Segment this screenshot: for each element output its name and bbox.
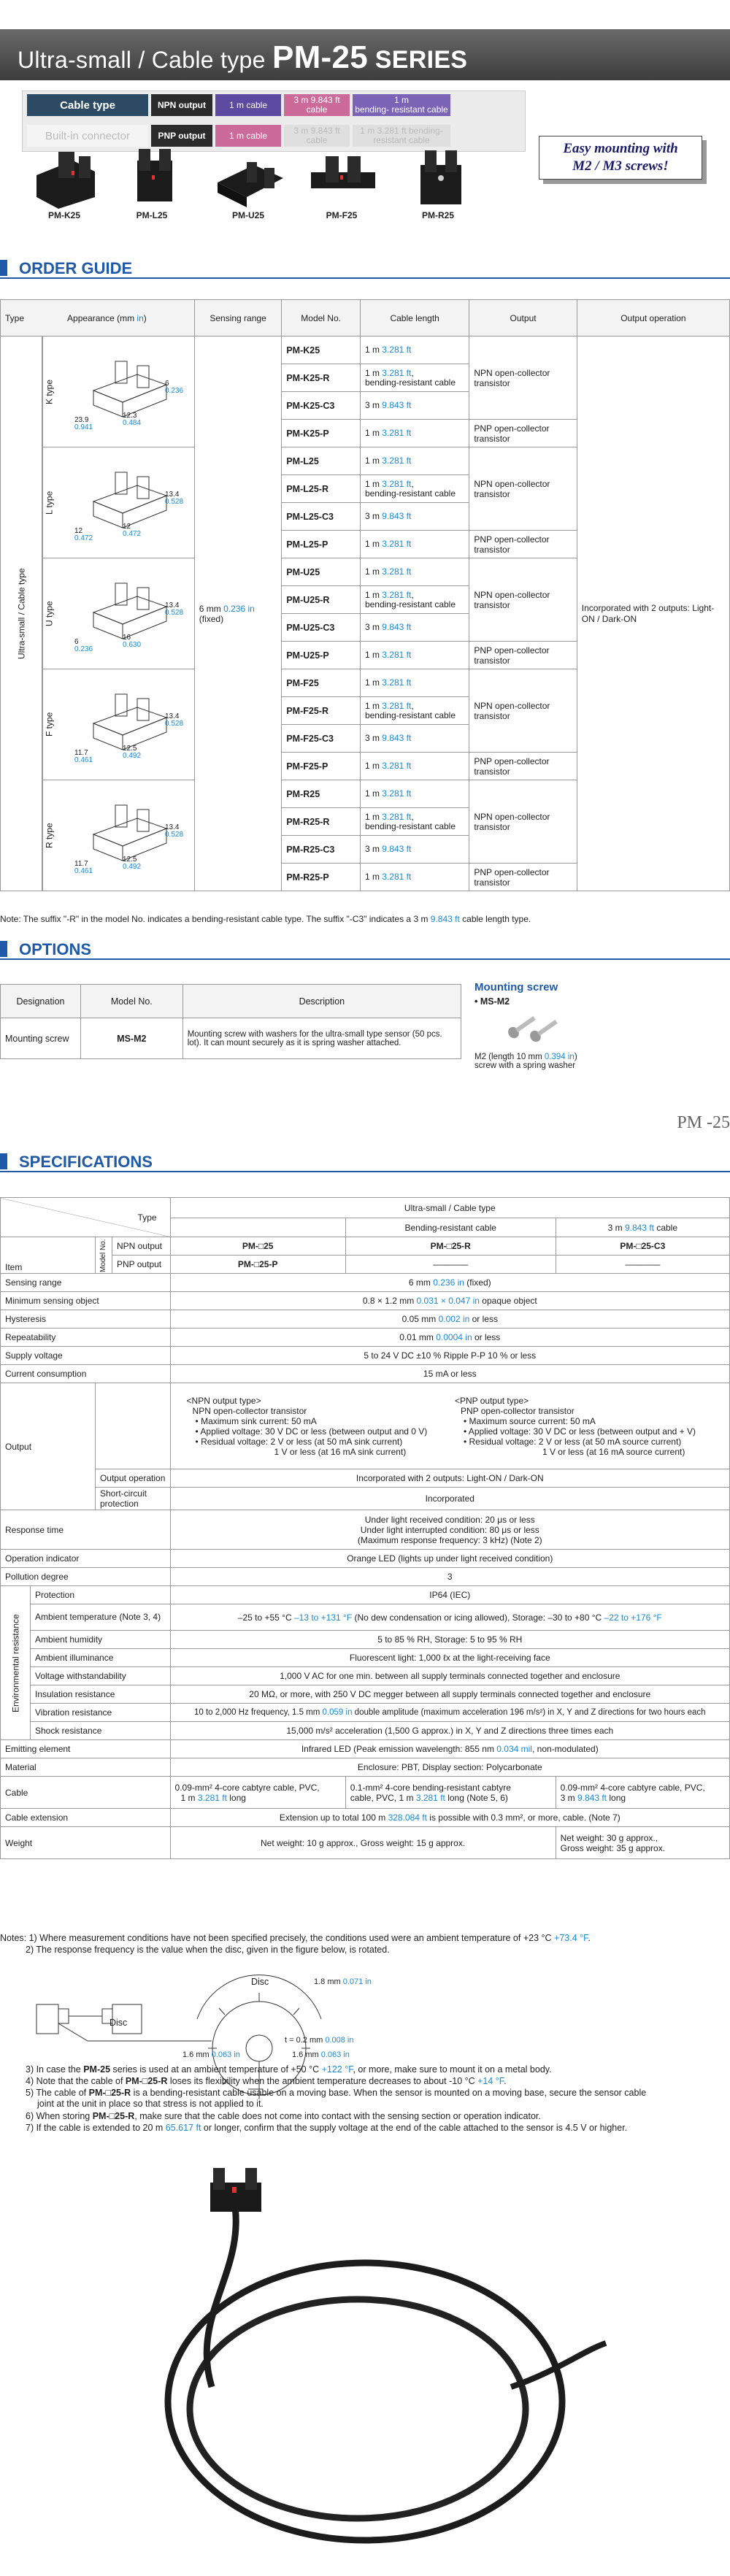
spec-label: Ambient temperature (Note 3, 4) bbox=[31, 1604, 171, 1631]
model-no: PM-U25-P bbox=[282, 642, 361, 669]
model-no: PM-U25-R bbox=[282, 586, 361, 614]
cable-length: 1 m 3.281 ft, bending-resistant cable bbox=[360, 586, 469, 614]
options-table bbox=[0, 984, 461, 1059]
spec-value: 5 to 24 V DC ±10 % Ripple P-P 10 % or less bbox=[170, 1347, 729, 1365]
spec-value: IP64 (IEC) bbox=[170, 1586, 729, 1604]
sensor-r-image bbox=[403, 146, 476, 209]
opt-col-description: Description bbox=[182, 985, 461, 1018]
spec-value: Extension up to total 100 m 328.084 ft is possible with 0.3 mm², or more, cable. (Note 7) bbox=[170, 1809, 729, 1827]
spec-label: Output operation bbox=[95, 1469, 170, 1488]
cable-length: 3 m 9.843 ft bbox=[360, 503, 469, 531]
spec-label: Repeatability bbox=[1, 1329, 171, 1347]
mounting-screw-panel bbox=[474, 981, 664, 1070]
cable-length: 1 m 3.281 ft bbox=[360, 558, 469, 586]
spec-label: Current consumption bbox=[1, 1365, 171, 1383]
col-output-operation: Output operation bbox=[577, 300, 729, 337]
output-npn: NPN open-collector transistor bbox=[469, 780, 577, 864]
spec-label: Output bbox=[1, 1383, 96, 1510]
spec-label: Emitting element bbox=[1, 1740, 171, 1758]
spec-value: Orange LED (lights up under light received condition) bbox=[170, 1550, 729, 1568]
output-npn: NPN open-collector transistor bbox=[469, 558, 577, 642]
mounting-screw-model: • MS-M2 bbox=[474, 996, 510, 1007]
cable-length: 1 m 3.281 ft, bending-resistant cable bbox=[360, 364, 469, 392]
dim-label: 13.4 0.528 bbox=[165, 712, 184, 728]
sensor-label: PM-L25 bbox=[136, 210, 168, 220]
appearance-cell: F type 11.7 0.461 13.4 0.528 12.5 0.492 bbox=[42, 669, 195, 780]
opt-col-model: Model No. bbox=[80, 985, 182, 1018]
opt-model: MS-M2 bbox=[80, 1018, 182, 1059]
pnp-output-label: PNP output bbox=[151, 125, 212, 147]
sensor-label: PM-F25 bbox=[326, 210, 358, 220]
appearance-cell: U type 6 0.236 13.4 0.528 16 0.630 bbox=[42, 558, 195, 669]
sensor-f-image bbox=[307, 146, 380, 209]
model-no: PM-R25-C3 bbox=[282, 836, 361, 864]
dim-label: 11.7 0.461 bbox=[74, 749, 93, 764]
output-operation: Incorporated with 2 outputs: Light-ON / Dark-ON bbox=[577, 337, 729, 891]
npn-output-label: NPN output bbox=[151, 94, 212, 116]
spec-value: 0.09-mm² 4-core cabtyre cable, PVC, 3 m 9.843 ft long bbox=[556, 1777, 729, 1809]
col-model: Model No. bbox=[282, 300, 361, 337]
spec-output-value: <NPN output type> NPN open-collector transistor • Maximum sink current: 50 mA • Applied voltage: 30 V DC or less (between output and 0 V) • Residual voltage: 2 V or less (at 50 mA sink current) 1 V or less (at 16 mA sink current) <PNP output type> PNP open-collector transistor • Maximum source current: 50 mA • Applied voltage: 30 V DC or less (between output and + V) • Residual voltage: 2 V or less (at 50 mA source current) 1 V or less (at 16 mA source current) bbox=[170, 1383, 729, 1469]
model-no: PM-F25 bbox=[282, 669, 361, 697]
col-sensing-range: Sensing range bbox=[194, 300, 282, 337]
output-pnp: PNP open-collector transistor bbox=[469, 753, 577, 780]
spec-value: 0.1-mm² 4-core bending-resistant cabtyre cable, PVC, 1 m 3.281 ft long (Note 5, 6) bbox=[345, 1777, 556, 1809]
type-group: Ultra-small / Cable type bbox=[1, 337, 42, 891]
cable-length: 3 m 9.843 ft bbox=[360, 836, 469, 864]
col-cable-length: Cable length bbox=[360, 300, 469, 337]
spec-label: Protection bbox=[31, 1586, 171, 1604]
sensor-with-cable-image bbox=[146, 2168, 613, 2562]
col-type: Type Appearance (mm in) bbox=[1, 300, 195, 337]
sensor-l-image bbox=[117, 146, 190, 209]
cable-length: 3 m 9.843 ft bbox=[360, 614, 469, 642]
spec-value: 20 MΩ, or more, with 250 V DC megger between all supply terminals connected together and enclosure bbox=[170, 1685, 729, 1704]
dim-label: 12 0.472 bbox=[74, 527, 93, 542]
pnp-1m-cable[interactable]: 1 m cable bbox=[215, 125, 281, 147]
model-no: PM-K25-P bbox=[282, 420, 361, 447]
output-pnp: PNP open-collector transistor bbox=[469, 531, 577, 558]
output-pnp: PNP open-collector transistor bbox=[469, 642, 577, 669]
sensor-label: PM-U25 bbox=[231, 210, 264, 220]
npn-3m-cable[interactable]: 3 m 9.843 ft cable bbox=[284, 94, 350, 116]
output-npn: NPN open-collector transistor bbox=[469, 337, 577, 420]
fig-dim: 1.6 mm 0.063 in bbox=[292, 2050, 350, 2059]
cable-length: 3 m 9.843 ft bbox=[360, 725, 469, 753]
npn-bending-cable[interactable]: 1 m bending- resistant cable bbox=[353, 94, 450, 116]
cable-type-tab[interactable]: Cable type bbox=[27, 94, 148, 116]
page-tag: PM -25 bbox=[677, 1113, 730, 1132]
appearance-cell: R type 11.7 0.461 13.4 0.528 12.5 0.492 bbox=[42, 780, 195, 891]
spec-label: Minimum sensing object bbox=[1, 1292, 171, 1310]
spec-value: 3 bbox=[170, 1568, 729, 1586]
spec-npn-model: PM-□25-C3 bbox=[556, 1237, 729, 1256]
dim-label: 16 0.630 bbox=[123, 634, 142, 649]
title-bar bbox=[0, 29, 730, 80]
fig-dim: 1.6 mm 0.063 in bbox=[182, 2050, 240, 2059]
model-no: PM-U25-C3 bbox=[282, 614, 361, 642]
spec-pnp-model: ———— bbox=[345, 1256, 556, 1274]
spec-label: Response time bbox=[1, 1510, 171, 1550]
cable-length: 1 m 3.281 ft bbox=[360, 753, 469, 780]
spec-type-cell: Type bbox=[1, 1198, 171, 1237]
model-no: PM-F25-R bbox=[282, 697, 361, 725]
type-selector-panel bbox=[22, 91, 526, 152]
cable-length: 1 m 3.281 ft, bending-resistant cable bbox=[360, 808, 469, 836]
specifications-heading: SPECIFICATIONS bbox=[0, 1150, 730, 1172]
spec-value: Infrared LED (Peak emission wavelength: 855 nm 0.034 mil, non-modulated) bbox=[170, 1740, 729, 1758]
spec-value: Net weight: 10 g approx., Gross weight: 15 g approx. bbox=[170, 1827, 556, 1859]
fig-dim: t = 0.2 mm 0.008 in bbox=[285, 2036, 354, 2045]
spec-label: Material bbox=[1, 1758, 171, 1777]
spec-value: Net weight: 30 g approx., Gross weight: 35 g approx. bbox=[556, 1827, 729, 1859]
dim-label: 6 0.236 bbox=[165, 380, 184, 395]
opt-col-designation: Designation bbox=[1, 985, 81, 1018]
cable-length: 1 m 3.281 ft bbox=[360, 669, 469, 697]
model-no: PM-K25-C3 bbox=[282, 392, 361, 420]
built-in-connector-tab[interactable]: Built-in connector bbox=[27, 125, 148, 147]
spec-label: Voltage withstandability bbox=[31, 1667, 171, 1685]
npn-1m-cable[interactable]: 1 m cable bbox=[215, 94, 281, 116]
disc-label: Disc bbox=[110, 2018, 128, 2028]
model-no: PM-K25 bbox=[282, 337, 361, 364]
model-no: PM-L25 bbox=[282, 447, 361, 475]
spec-value: 0.8 × 1.2 mm 0.031 × 0.047 in opaque object bbox=[170, 1292, 729, 1310]
model-no: PM-U25 bbox=[282, 558, 361, 586]
spec-model-no-label: Model No. bbox=[95, 1237, 112, 1274]
order-guide-heading: ORDER GUIDE bbox=[0, 257, 730, 279]
dim-label: 13.4 0.528 bbox=[165, 601, 184, 617]
dim-label: 12.3 0.484 bbox=[123, 412, 142, 427]
model-no: PM-F25-C3 bbox=[282, 725, 361, 753]
dim-label: 23.9 0.941 bbox=[74, 416, 93, 431]
spec-npn-model: PM-□25-R bbox=[345, 1237, 556, 1256]
cable-length: 1 m 3.281 ft bbox=[360, 642, 469, 669]
dim-label: 12.5 0.492 bbox=[123, 856, 142, 871]
order-row bbox=[1, 337, 730, 364]
sensor-label: PM-K25 bbox=[47, 210, 80, 220]
spec-value: Incorporated bbox=[170, 1488, 729, 1510]
spec-label: Operation indicator bbox=[1, 1550, 171, 1568]
spec-label: Shock resistance bbox=[31, 1722, 171, 1740]
mounting-screw-caption: M2 (length 10 mm 0.394 in) screw with a spring washer bbox=[474, 1053, 577, 1070]
cable-length: 1 m 3.281 ft bbox=[360, 864, 469, 891]
cable-length: 1 m 3.281 ft bbox=[360, 531, 469, 558]
page-title: Ultra-small / Cable type PM-25 SERIES bbox=[18, 39, 468, 75]
pnp-3m-cable: 3 m 9.843 ft cable bbox=[284, 125, 350, 147]
spec-value: 5 to 85 % RH, Storage: 5 to 95 % RH bbox=[170, 1631, 729, 1649]
spec-pnp-model: PM-□25-P bbox=[170, 1256, 345, 1274]
output-npn: NPN open-collector transistor bbox=[469, 669, 577, 753]
spec-label: Insulation resistance bbox=[31, 1685, 171, 1704]
cable-length: 1 m 3.281 ft bbox=[360, 780, 469, 808]
spec-npn-label: NPN output bbox=[112, 1237, 170, 1256]
spec-value: 0.05 mm 0.002 in or less bbox=[170, 1310, 729, 1329]
spec-item-label: Item bbox=[1, 1237, 96, 1274]
fig-dim: 1.8 mm 0.071 in bbox=[314, 1977, 372, 1986]
cable-length: 1 m 3.281 ft, bending-resistant cable bbox=[360, 475, 469, 503]
order-guide-table bbox=[0, 299, 730, 891]
spec-value: 1,000 V AC for one min. between all supply terminals connected together and enclosure bbox=[170, 1667, 729, 1685]
spec-bending-header: Bending-resistant cable bbox=[345, 1218, 556, 1237]
opt-designation: Mounting screw bbox=[1, 1018, 81, 1059]
dim-label: 13.4 0.528 bbox=[165, 823, 184, 839]
spec-value: 10 to 2,000 Hz frequency, 1.5 mm 0.059 in double amplitude (maximum acceleration 196 m/s²) in X, Y and Z directions for two hours each bbox=[170, 1704, 729, 1722]
model-no: PM-L25-P bbox=[282, 531, 361, 558]
appearance-cell: K type 23.9 0.941 6 0.236 12.3 0.484 bbox=[42, 337, 195, 447]
spec-label: Ambient illuminance bbox=[31, 1649, 171, 1667]
spec-label: Cable bbox=[1, 1777, 171, 1809]
model-no: PM-R25 bbox=[282, 780, 361, 808]
spec-value: 15,000 m/s² acceleration (1,500 G approx.) in X, Y and Z directions three times each bbox=[170, 1722, 729, 1740]
dim-label: 6 0.236 bbox=[74, 638, 93, 653]
specifications-table bbox=[0, 1197, 730, 1859]
env-resistance-group: Environmental resistance bbox=[1, 1586, 31, 1740]
dim-label: 13.4 0.528 bbox=[165, 491, 184, 506]
output-npn: NPN open-collector transistor bbox=[469, 447, 577, 531]
spec-value: Enclosure: PBT, Display section: Polycarbonate bbox=[170, 1758, 729, 1777]
easy-mounting-callout: Easy mounting with M2 / M3 screws! bbox=[539, 136, 702, 180]
options-heading: OPTIONS bbox=[0, 938, 730, 960]
model-no: PM-R25-R bbox=[282, 808, 361, 836]
spec-type-title: Ultra-small / Cable type bbox=[170, 1198, 729, 1218]
cable-length: 3 m 9.843 ft bbox=[360, 392, 469, 420]
model-no: PM-K25-R bbox=[282, 364, 361, 392]
spec-label: Weight bbox=[1, 1827, 171, 1859]
pnp-bending-cable: 1 m 3.281 ft bending- resistant cable bbox=[353, 125, 450, 147]
spec-value: 0.01 mm 0.0004 in or less bbox=[170, 1329, 729, 1347]
mounting-screw-title: Mounting screw bbox=[474, 981, 558, 993]
spec-label: Ambient humidity bbox=[31, 1631, 171, 1649]
spec-value: 15 mA or less bbox=[170, 1365, 729, 1383]
spec-label: Pollution degree bbox=[1, 1568, 171, 1586]
spec-npn-model: PM-□25 bbox=[170, 1237, 345, 1256]
spec-label: Hysteresis bbox=[1, 1310, 171, 1329]
order-note: Note: The suffix "-R" in the model No. indicates a bending-resistant cable type. The suffix "-C3" indicates a 3 m 9.843 ft cable length type. bbox=[0, 914, 531, 924]
spec-value: 6 mm 0.236 in (fixed) bbox=[170, 1274, 729, 1292]
cable-length: 1 m 3.281 ft bbox=[360, 337, 469, 364]
output-pnp: PNP open-collector transistor bbox=[469, 864, 577, 891]
sensor-label: PM-R25 bbox=[421, 210, 454, 220]
sensor-k-image bbox=[29, 146, 102, 209]
spec-value: Incorporated with 2 outputs: Light-ON / Dark-ON bbox=[170, 1469, 729, 1488]
model-no: PM-L25-C3 bbox=[282, 503, 361, 531]
spec-3m-header: 3 m 9.843 ft cable bbox=[556, 1218, 729, 1237]
spec-pnp-label: PNP output bbox=[112, 1256, 170, 1274]
screw-icon bbox=[504, 1011, 562, 1047]
spec-value: Under light received condition: 20 μs or less Under light interrupted condition: 80 μs or less (Maximum response frequency: 3 kHz) (Note 2) bbox=[170, 1510, 729, 1550]
model-no: PM-L25-R bbox=[282, 475, 361, 503]
disc-label: Disc bbox=[251, 1977, 269, 1987]
dim-label: 12 0.472 bbox=[123, 523, 142, 538]
spec-label: Vibration resistance bbox=[31, 1704, 171, 1722]
dim-label: 12.5 0.492 bbox=[123, 745, 142, 760]
cable-length: 1 m 3.281 ft bbox=[360, 447, 469, 475]
opt-description: Mounting screw with washers for the ultra-small type sensor (50 pcs. lot). It can mount securely as it is spring washer attached. bbox=[182, 1018, 461, 1059]
spec-label: Cable extension bbox=[1, 1809, 171, 1827]
spec-pnp-model: ———— bbox=[556, 1256, 729, 1274]
cable-length: 1 m 3.281 ft bbox=[360, 420, 469, 447]
spec-value: Fluorescent light: 1,000 ℓx at the light-receiving face bbox=[170, 1649, 729, 1667]
col-output: Output bbox=[469, 300, 577, 337]
model-no: PM-F25-P bbox=[282, 753, 361, 780]
dim-label: 11.7 0.461 bbox=[74, 860, 93, 875]
spec-value: –25 to +55 °C –13 to +131 °F (No dew condensation or icing allowed), Storage: –30 to +80 °C –22 to +176 °F bbox=[170, 1604, 729, 1631]
spec-label: Short-circuit protection bbox=[95, 1488, 170, 1510]
output-pnp: PNP open-collector transistor bbox=[469, 420, 577, 447]
spec-label: Supply voltage bbox=[1, 1347, 171, 1365]
spec-value: 0.09-mm² 4-core cabtyre cable, PVC, 1 m 3.281 ft long bbox=[170, 1777, 345, 1809]
sensing-range-cell: 6 mm 0.236 in (fixed) bbox=[194, 337, 282, 891]
appearance-cell: L type 12 0.472 13.4 0.528 12 0.472 bbox=[42, 447, 195, 558]
cable-length: 1 m 3.281 ft, bending-resistant cable bbox=[360, 697, 469, 725]
sensor-u-image bbox=[213, 146, 286, 209]
spec-label: Sensing range bbox=[1, 1274, 171, 1292]
model-no: PM-R25-P bbox=[282, 864, 361, 891]
